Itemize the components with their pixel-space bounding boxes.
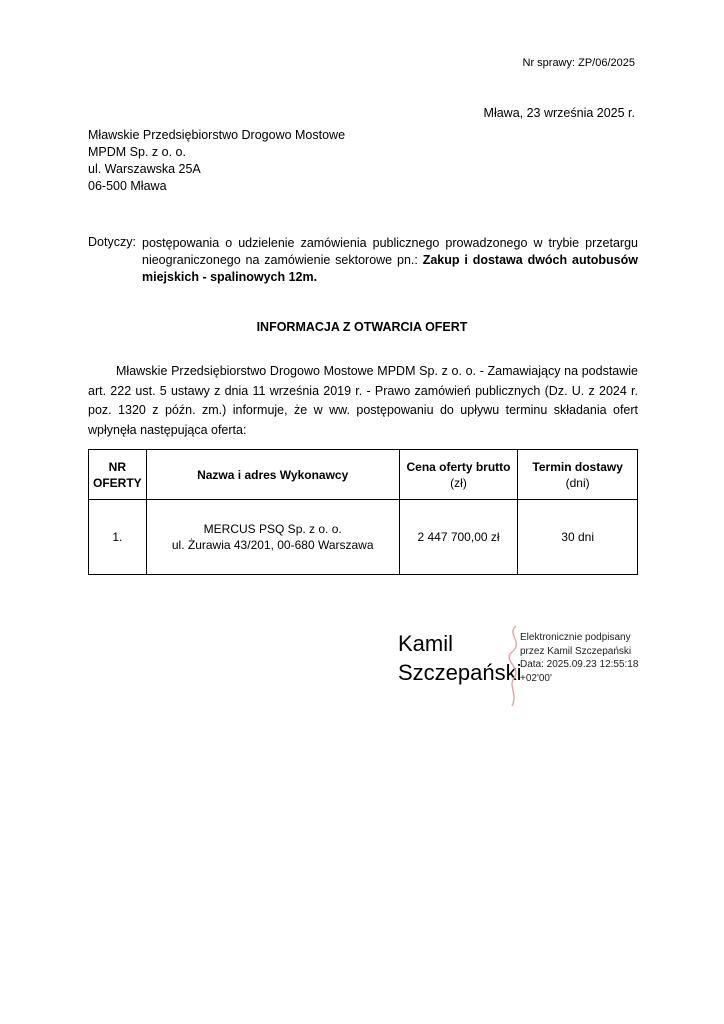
case-number: Nr sprawy: ZP/06/2025 xyxy=(522,57,635,69)
signature-info-line: Data: 2025.09.23 12:55:18 xyxy=(520,659,639,670)
header-name: Nazwa i adres Wykonawcy xyxy=(146,450,399,500)
addressee-line: MPDM Sp. z o. o. xyxy=(88,145,186,159)
header-delivery xyxy=(518,450,638,500)
signature-first-name: Kamil xyxy=(398,631,454,656)
header-delivery-label: Termin dostawy xyxy=(532,459,623,474)
signature-info-line: przez Kamil Szczepański xyxy=(520,645,632,657)
cell-delivery: 30 dni xyxy=(518,500,638,575)
header-nr-line1: NR xyxy=(108,459,126,474)
subject-body: postępowania o udzielenie zamówienia publicznego prowadzonego w trybie przetargu nieograniczonego na zamówienie sektorowe pn.: xyxy=(142,236,638,267)
signature-info-line: +02'00' xyxy=(520,672,552,684)
header-nr-line2: OFERTY xyxy=(93,475,142,490)
table-header-row xyxy=(89,450,638,500)
header-delivery-unit: (dni) xyxy=(565,475,590,490)
header-price-unit: (zł) xyxy=(450,475,467,490)
header-price xyxy=(399,450,518,500)
cell-name xyxy=(146,500,399,575)
contractor-address: ul. Żurawia 43/201, 00-680 Warszawa xyxy=(171,538,374,552)
addressee-line: 06-500 Mława xyxy=(88,179,167,193)
place-date: Mława, 23 września 2025 r. xyxy=(483,106,635,120)
signature-info-line: Elektronicznie podpisany xyxy=(520,632,631,643)
addressee-line: Mławskie Przedsiębiorstwo Drogowo Mostowe xyxy=(88,128,346,142)
cell-price: 2 447 700,00 zł xyxy=(399,500,518,575)
body-paragraph: Mławskie Przedsiębiorstwo Drogowo Mostowe MPDM Sp. z o. o. - Zamawiający na podstawie art. 222 ust. 5 ustawy z dnia 11 września 2019 r. - Prawo zamówień publicznych (Dz. U. z 2024 r. poz. 1320 z późn. zm.) informuje, że w ww. postępowaniu do upływu terminu składania ofert wpłynęła następująca oferta: xyxy=(88,364,638,437)
header-nr xyxy=(89,450,147,500)
signature-last-name: Szczepański xyxy=(398,660,522,685)
document-heading: INFORMACJA Z OTWARCIA OFERT xyxy=(256,320,468,334)
signature-info xyxy=(520,631,638,685)
subject-label: Dotyczy: xyxy=(88,235,136,249)
header-price-label: Cena oferty brutto xyxy=(406,459,511,474)
cell-nr: 1. xyxy=(89,500,147,575)
subject-text xyxy=(142,235,638,286)
table-row xyxy=(89,500,638,575)
contractor-name: MERCUS PSQ Sp. z o. o. xyxy=(203,522,342,536)
addressee-line: ul. Warszawska 25A xyxy=(88,162,201,176)
offers-table xyxy=(88,449,638,575)
addressee-block xyxy=(88,127,345,195)
subject-title: Zakup i dostawa dwóch autobusów miejskich - spalinowych 12m. xyxy=(142,253,638,284)
